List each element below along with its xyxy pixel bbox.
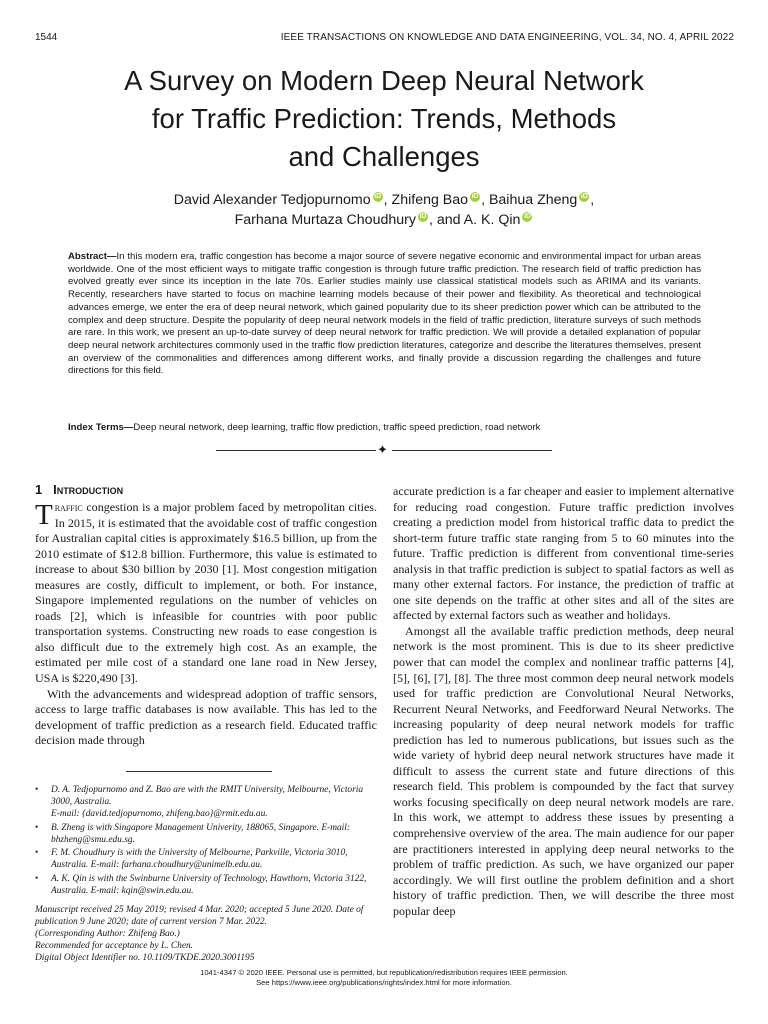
bullet-icon: •	[35, 848, 39, 858]
title-line: and Challenges	[288, 141, 480, 172]
divider-rule	[392, 450, 552, 451]
first-word: raffic	[54, 500, 83, 514]
footnote-item	[35, 822, 377, 846]
footnote-item	[35, 784, 377, 820]
author-name: , and A. K. Qin	[428, 212, 521, 228]
title-line: A Survey on Modern Deep Neural Network	[124, 65, 644, 96]
footnotes	[35, 784, 377, 964]
footnote-item	[35, 873, 377, 897]
copyright-line: 1041-4347 © 2020 IEEE. Personal use is permitted, but republication/redistribution requires IEEE permission.	[200, 968, 568, 977]
divider-ornament-icon: ✦	[377, 442, 388, 457]
paragraph	[35, 500, 377, 687]
section-number: 1	[35, 482, 43, 497]
manuscript-info	[35, 904, 377, 964]
index-terms	[68, 422, 701, 435]
author-name: , Zhifeng Bao	[383, 192, 469, 208]
copyright-notice	[40, 968, 728, 988]
bullet-icon: •	[35, 785, 39, 795]
footnote-item	[35, 847, 377, 871]
doi-line: Digital Object Identifier no. 10.1109/TKDE.2020.3001195	[35, 952, 255, 963]
index-terms-label: Index Terms—	[68, 422, 134, 433]
abstract-dash: —	[106, 251, 117, 262]
orcid-icon[interactable]: iD	[471, 193, 479, 201]
footnote-text: D. A. Tedjopurnomo and Z. Bao are with the RMIT University, Melbourne, Victoria 3000, Australia.	[51, 785, 364, 807]
footnote-rule	[126, 771, 272, 772]
paper-title	[40, 62, 728, 176]
author-name: David Alexander Tedjopurnomo	[173, 192, 371, 208]
left-column	[35, 500, 377, 749]
footnote-text: A. K. Qin is with the Swinburne University of Technology, Hawthorn, Victoria 3122, Australia. E-mail: kqin@swin.edu.au.	[51, 873, 367, 896]
divider-rule	[216, 450, 376, 451]
paragraph: With the advancements and widespread adoption of traffic sensors, access to large traffic databases is now available. This has led to the development of traffic prediction as a research field. Educated traffic decision made through	[35, 686, 377, 748]
index-terms-text: Deep neural network, deep learning, traffic flow prediction, traffic speed prediction, road network	[133, 422, 541, 433]
author-line	[40, 212, 728, 228]
orcid-icon[interactable]: iD	[419, 213, 427, 221]
bullet-icon: •	[35, 873, 39, 884]
journal-header: IEEE TRANSACTIONS ON KNOWLEDGE AND DATA ENGINEERING, VOL. 34, NO. 4, APRIL 2022	[280, 32, 734, 43]
abstract	[68, 251, 701, 378]
author-line	[40, 192, 728, 208]
section-title: Introduction	[53, 482, 124, 497]
copyright-line: See https://www.ieee.org/publications/rights/index.html for more information.	[256, 978, 512, 987]
paragraph-text: congestion is a major problem faced by metropolitan cities. In 2015, it is estimated that the avoidable cost of traffic congestion for Australian capital cities is approximately $16.5 billion, up from the 2010 estimate of $12.8 billion. Furthermore, this value is estimated to increase to about $30 billion by 2030 [1]. Most congestion mitigation measures are costly, difficult to implement, or both. For instance, Singapore implemented regulations on the number of vehicles on roads [2], which is infeasible for countries with poor public transportation systems. Constructing new roads to ease congestion is also difficult due to the extremely high cost. As an example, the estimated per mile cost of a standard one lane road in New Jersey, USA is $220,490 [3].	[35, 500, 377, 686]
bullet-icon: •	[35, 822, 39, 833]
abstract-label: Abstract	[68, 251, 107, 262]
abstract-text: In this modern era, traffic congestion has become a major source of severe negative economic and environmental impact for urban areas worldwide. One of the most efficient ways to mitigate traffic congestion is through future traffic prediction. The research field of traffic prediction has evolved greatly ever since its inception in the late 70s. Earlier studies mainly use classical statistical models such as ARIMA and its variants. Recently, researchers have started to focus on machine learning models because of their power and flexibility. As theoretical and technological advances emerge, we enter the era of deep neural network, which gained popularity due to its sheer prediction power which can be attributed to the complex and deep structure. Despite the popularity of deep neural network models in the field of traffic prediction, literature surveys of such methods are rare. In this work, we present an up-to-date survey of deep neural network for traffic prediction. We will provide a detailed explanation of popular deep neural network architectures commonly used in the traffic flow prediction literatures, categorize and describe the literatures themselves, present an overview of the commonalities and differences among different works, and finally provide a discussion regarding the challenges and future directions for this field.	[68, 251, 701, 377]
orcid-icon[interactable]: iD	[580, 193, 588, 201]
author-name: , Baihua Zheng	[481, 192, 578, 208]
drop-cap: T	[35, 499, 53, 531]
footnote-text: B. Zheng is with Singapore Management Univerity, 188065, Singapore. E-mail: bhzheng@smu.edu.sg.	[51, 822, 351, 845]
author-separator: ,	[590, 192, 595, 208]
right-column	[393, 484, 734, 919]
orcid-icon[interactable]: iD	[523, 213, 531, 221]
paragraph: accurate prediction is a far cheaper and easier to implement alternative for reducing road congestion. Future traffic prediction involves creating a prediction model from historical traffic data to predict the short-term future traffic state ranging from 5 to 60 minutes into the future. Traffic prediction is different from conventional time-series analysis in that traffic prediction is subject to spatial factors as well as many other external factors. For instance, the prediction of traffic at one site depends on the traffic at other sites and all of the sites are affected by external factors such as weather and holidays.	[393, 484, 734, 623]
manuscript-line: Manuscript received 25 May 2019; revised 4 Mar. 2020; accepted 5 June 2020. Date of publication 9 June 2020; date of current version 7 Mar. 2022.	[35, 904, 364, 927]
paragraph: Amongst all the available traffic prediction methods, deep neural network is the most prominent. This is due to its sheer predictive power that can model the complex and nonlinear traffic patterns [4], [5], [6], [7], [8]. The three most common deep neural network models used for traffic prediction are Convolutional Neural Networks, Recurrent Neural Networks, and Feedforward Neural Networks. The increasing popularity of deep neural network models for traffic prediction has led to numerous publications, but issues such as the wide variety of hybrid deep neural network structures have made it difficult to assess the current state and future directions of this research field. This problem is compounded by the fact that survey works focusing specifically on deep neural network models are rare. In this work, we attempt to address these issues by presenting a comprehensive overview of the area. The main audience for our paper are practitioners interested in applying deep neural networks to the problem of traffic prediction. As such, we have organized our paper accordingly. We will first outline the problem definition and a short history of traffic prediction. Then, we will describe the three most popular deep	[393, 623, 734, 918]
footnote-email: E-mail: {david.tedjopurnomo, zhifeng.bao}@rmit.edu.au.	[51, 809, 268, 819]
manuscript-line: Recommended for acceptance by L. Chen.	[35, 940, 194, 951]
title-line: for Traffic Prediction: Trends, Methods	[151, 103, 617, 134]
manuscript-line: (Corresponding Author: Zhifeng Bao.)	[35, 928, 180, 939]
orcid-icon[interactable]: iD	[374, 193, 382, 201]
author-name: Farhana Murtaza Choudhury	[234, 212, 416, 228]
page-number: 1544	[35, 32, 58, 43]
section-heading	[35, 482, 123, 497]
footnote-text: F. M. Choudhury is with the University of Melbourne, Parkville, Victoria 3010, Australia. E-mail: farhana.choudhury@unimelb.edu.au.	[51, 848, 348, 870]
